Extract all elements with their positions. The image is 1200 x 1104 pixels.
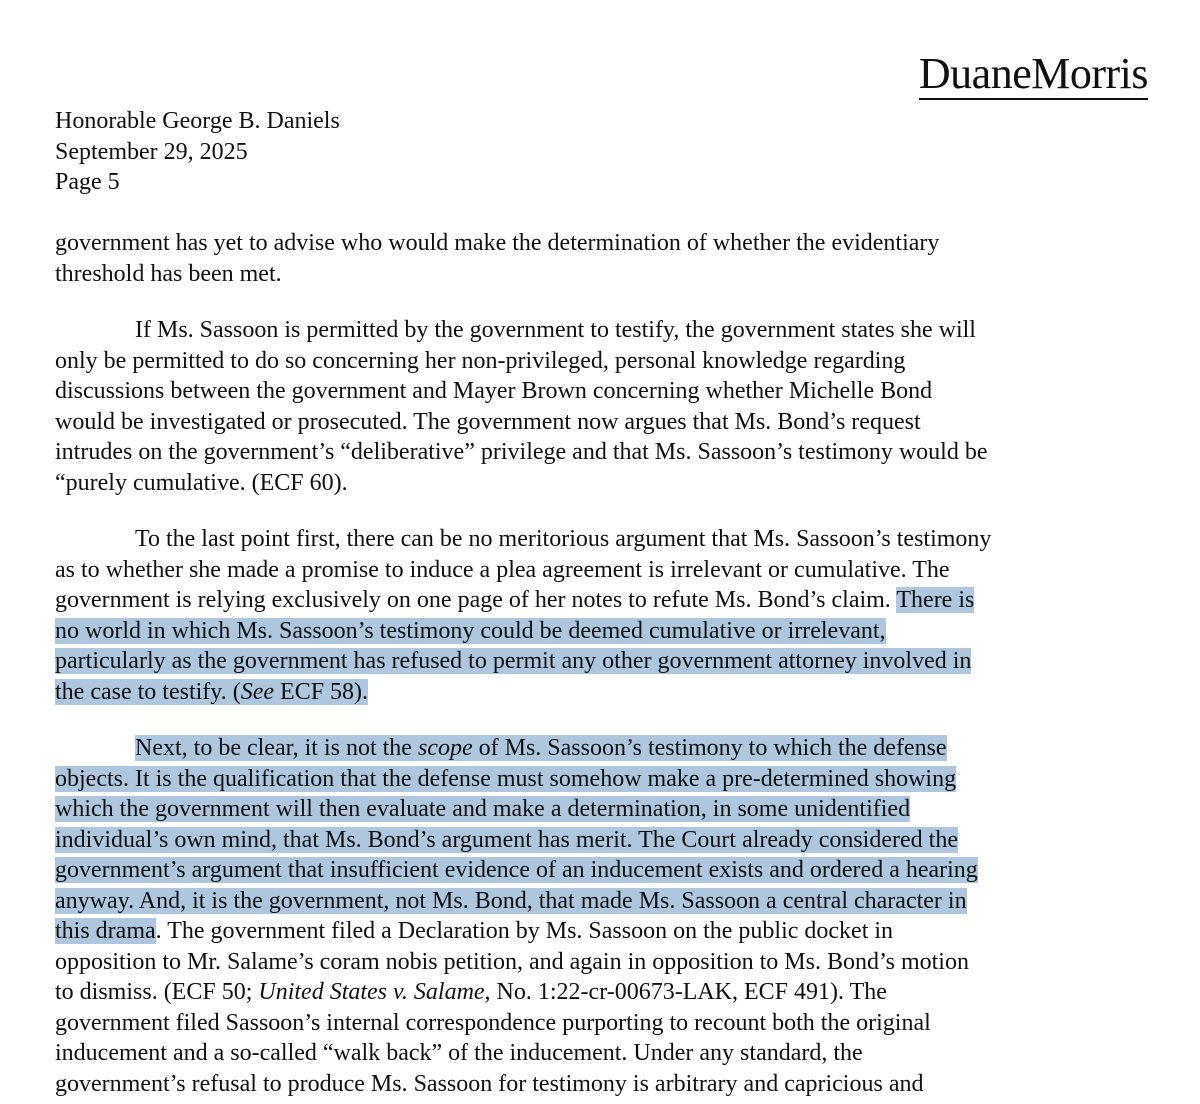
paragraph-4 xyxy=(55,733,1115,1099)
highlighted-text: anyway. And, it is the government, not Ms. Bond, that made Ms. Sassoon a central character in xyxy=(55,887,967,914)
highlighted-text: individual’s own mind, that Ms. Bond’s argument has merit. The Court already considered the xyxy=(55,826,958,853)
text-line: To the last point first, there can be no meritorious argument that Ms. Sassoon’s testimony xyxy=(135,526,992,552)
text-line xyxy=(55,646,1115,677)
text-line: discussions between the government and Mayer Brown concerning whether Michelle Bond xyxy=(55,378,933,404)
text-line xyxy=(55,616,1115,647)
text-line: opposition to Mr. Salame’s coram nobis petition, and again in opposition to Ms. Bond’s motion xyxy=(55,948,969,975)
text-line: would be investigated or prosecuted. The government now argues that Ms. Bond’s request xyxy=(55,408,921,435)
highlighted-text: this drama xyxy=(55,918,156,944)
text-line: intrudes on the government’s “deliberative” privilege and that Ms. Sassoon’s testimony would be xyxy=(55,439,988,465)
paragraph-1 xyxy=(55,228,1115,289)
text-line: government has yet to advise who would make the determination of whether the evidentiary xyxy=(55,230,940,256)
highlighted-text: objects. It is the qualification that the defense must somehow make a pre-determined showing xyxy=(55,765,957,792)
text-line: government filed Sassoon’s internal correspondence purporting to recount both the original xyxy=(55,1009,931,1036)
highlighted-text: government’s argument that insufficient evidence of an inducement exists and ordered a hearing xyxy=(55,857,978,883)
text-line: “purely cumulative. (ECF 60). xyxy=(55,469,348,496)
page-number: Page 5 xyxy=(55,169,120,195)
paragraph-2 xyxy=(55,315,1115,498)
logo-text: DuaneMorris xyxy=(918,49,1148,98)
text-line: government’s refusal to produce Ms. Sassoon for testimony is arbitrary and capricious and xyxy=(55,1070,924,1097)
highlighted-text: There is xyxy=(896,587,975,613)
text-line xyxy=(55,794,1115,825)
paragraph-3 xyxy=(55,524,1115,707)
italic-see: See xyxy=(240,678,275,705)
text-line: as to whether she made a promise to induce a plea agreement is irrelevant or cumulative. The xyxy=(55,556,950,583)
text-line: threshold has been met. xyxy=(55,260,282,287)
highlighted-text: the case to testify. (See ECF 58). xyxy=(55,678,369,705)
text-line xyxy=(55,764,1115,795)
text-line: government is relying exclusively on one page of her notes to refute Ms. Bond’s claim. There is xyxy=(55,587,975,613)
text-line xyxy=(55,677,1115,708)
italic-scope: scope xyxy=(417,735,473,761)
addressee: Honorable George B. Daniels xyxy=(55,108,340,134)
text-line xyxy=(55,825,1115,856)
logo-underline xyxy=(919,98,1148,100)
text-line: only be permitted to do so concerning her non-privileged, personal knowledge regarding xyxy=(55,347,906,374)
duane-morris-logo xyxy=(918,49,1148,100)
text-line: to dismiss. (ECF 50; United States v. Salame, No. 1:22-cr-00673-LAK, ECF 491). The xyxy=(55,979,887,1005)
text-line: If Ms. Sassoon is permitted by the government to testify, the government states she will xyxy=(135,317,976,343)
highlighted-text: particularly as the government has refused to permit any other government attorney involved in xyxy=(55,648,972,674)
text-line: inducement and a so-called “walk back” of the inducement. Under any standard, the xyxy=(55,1040,863,1066)
letter-header xyxy=(55,106,340,198)
highlighted-text: which the government will then evaluate and make a determination, in some unidentified xyxy=(55,796,911,822)
letter-date: September 29, 2025 xyxy=(55,138,248,165)
text-line xyxy=(55,855,1115,886)
highlighted-text: Next, to be clear, it is not the scope of Ms. Sassoon’s testimony to which the defense xyxy=(135,735,947,761)
italic-case-name: United States v. Salame xyxy=(258,979,485,1005)
text-line xyxy=(55,733,1115,764)
highlighted-text: no world in which Ms. Sassoon’s testimony could be deemed cumulative or irrelevant, xyxy=(55,617,886,644)
text-line xyxy=(55,886,1115,917)
text-line: this drama. The government filed a Declaration by Ms. Sassoon on the public docket in xyxy=(55,918,894,944)
